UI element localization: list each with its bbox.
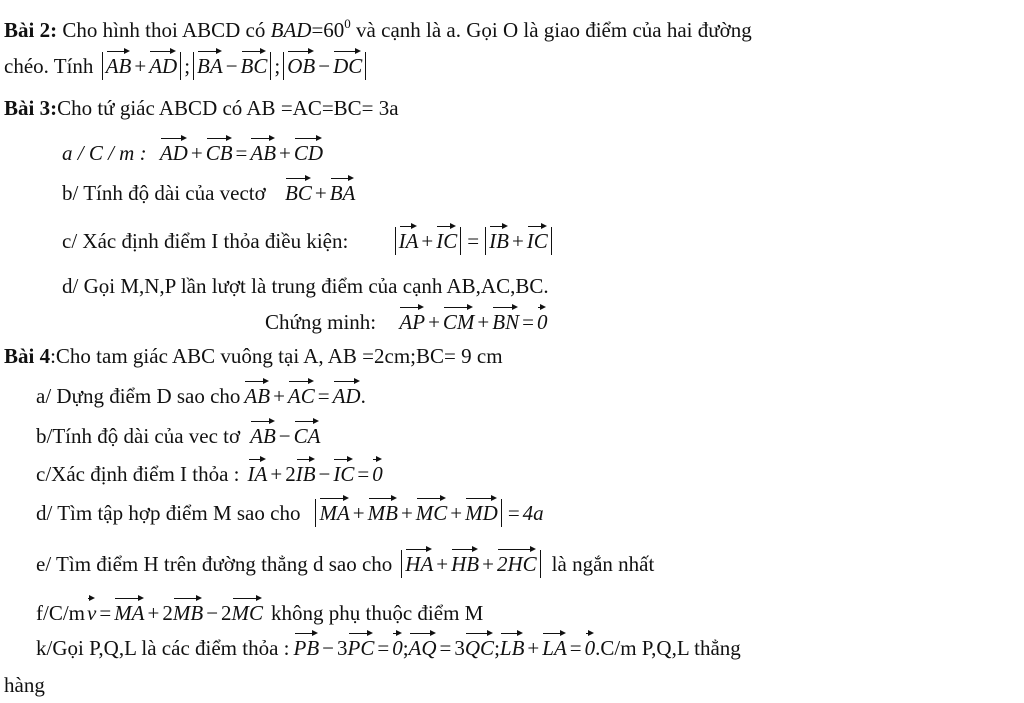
bai3-b: b/ Tính độ dài của vectơ BC + BA: [62, 174, 355, 206]
vector-ia: IA: [248, 455, 268, 487]
abs-bar: [102, 52, 103, 80]
text: b/Tính độ dài của vec tơ: [36, 424, 241, 448]
bai4-k: k/Gọi P,Q,L là các điểm thỏa : PB − 3PC = 0;AQ = 3QC;LB + LA = 0.C/m P,Q,L thẳng: [36, 629, 741, 661]
text: k/Gọi P,Q,L là các điểm thỏa :: [36, 636, 290, 660]
vector-ic: IC: [436, 222, 457, 254]
vector-ad: AD: [149, 47, 177, 79]
abs-bar: [485, 227, 486, 255]
vector-ab: AB: [106, 47, 132, 79]
text: d/ Tìm tập hợp điểm M sao cho: [36, 501, 301, 525]
text: Cho tứ giác ABCD có AB =AC=BC= 3a: [57, 96, 399, 120]
vector-ib: IB: [296, 455, 316, 487]
coef: 2: [285, 462, 296, 486]
vector-pc: PC: [348, 629, 375, 661]
abs-bar: [180, 52, 181, 80]
bai3-a: a / C / m : AD + CB = AB + CD: [62, 134, 323, 166]
abs-bar: [365, 52, 366, 80]
bai4-label: Bài 4: [4, 344, 51, 368]
vector-ha: HA: [405, 545, 433, 577]
bai3-line: [4, 95, 399, 121]
vector-cd: CD: [294, 134, 323, 166]
vector-lb: LB: [500, 629, 525, 661]
bai3-d-proof: Chứng minh: AP + CM + BN = 0: [265, 303, 547, 335]
abs-bar: [551, 227, 552, 255]
abs-bar: [460, 227, 461, 255]
value-4a: 4a: [522, 501, 544, 525]
vector-mb: MB: [173, 594, 203, 626]
separator: ;: [402, 636, 409, 660]
text: c/ Xác định điểm I thỏa điều kiện:: [62, 229, 349, 253]
vector-ib: IB: [489, 222, 509, 254]
text: chéo. Tính: [4, 54, 99, 78]
abs-bar: [315, 499, 316, 527]
abs-bar: [501, 499, 502, 527]
vector-ad: AD: [333, 377, 361, 409]
text: hàng: [4, 673, 45, 697]
coef: 2: [221, 601, 232, 625]
abs-bar: [401, 550, 402, 578]
text: Chứng minh:: [265, 310, 377, 334]
bai4-b: b/Tính độ dài của vec tơ AB − CA: [36, 417, 320, 449]
bai3-label: Bài 3:: [4, 96, 58, 120]
angle-value: =60: [311, 18, 345, 42]
vector-pb: PB: [294, 629, 320, 661]
vector-zero: 0: [372, 455, 383, 487]
text: a/ Dựng điểm D sao cho: [36, 384, 241, 408]
abs-bar: [193, 52, 194, 80]
text: f/C/m: [36, 601, 86, 625]
vector-zero: 0: [392, 629, 403, 661]
vector-ob: OB: [287, 47, 315, 79]
coef: 2: [162, 601, 173, 625]
degree-sup: 0: [344, 16, 351, 31]
vector-zero: 0: [585, 629, 596, 661]
vector-aq: AQ: [409, 629, 437, 661]
vector-ba: BA: [330, 174, 356, 206]
vector-ic: IC: [527, 222, 548, 254]
vector-md: MD: [465, 494, 498, 526]
separator: ;: [184, 54, 191, 78]
text: Cho hình thoi ABCD có: [57, 18, 271, 42]
vector-ab: AB: [250, 417, 276, 449]
separator: ;: [274, 54, 281, 78]
vector-bc: BC: [241, 47, 268, 79]
bai2-line1: [4, 11, 752, 43]
bai3-d: [62, 273, 549, 299]
vector-zero: 0: [537, 303, 548, 335]
text: a / C / m :: [62, 141, 147, 165]
abs-bar: [283, 52, 284, 80]
vector-hb: HB: [451, 545, 479, 577]
text: e/ Tìm điểm H trên đường thẳng d sao cho: [36, 552, 393, 576]
abs-bar: [270, 52, 271, 80]
text: .C/m P,Q,L thẳng: [595, 636, 741, 660]
vector-ba: BA: [197, 47, 223, 79]
vector-dc: DC: [333, 47, 362, 79]
vector-ab: AB: [244, 377, 270, 409]
vector-ic: IC: [333, 455, 354, 487]
period: .: [360, 384, 366, 408]
vector-mc: MC: [232, 594, 264, 626]
text: không phụ thuộc điểm M: [271, 601, 484, 625]
vector-ad: AD: [160, 134, 188, 166]
vector-bc: BC: [285, 174, 312, 206]
bai2-line2: chéo. Tính AB + AD ; BA − BC ; OB − DC: [4, 47, 369, 80]
coef: 3: [337, 636, 348, 660]
vector-mc: MC: [416, 494, 448, 526]
bai4-line: [4, 343, 503, 369]
angle-bad: BAD: [270, 18, 312, 42]
vector-ap: AP: [399, 303, 425, 335]
vector-ma: MA: [319, 494, 349, 526]
abs-bar: [395, 227, 396, 255]
vector-ab: AB: [250, 134, 276, 166]
vector-la: LA: [542, 629, 567, 661]
vector-bn: BN: [492, 303, 519, 335]
vector-v: v: [87, 594, 96, 626]
text: và cạnh là a. Gọi O là giao điểm của hai đường: [350, 18, 752, 42]
text: b/ Tính độ dài của vectơ: [62, 181, 266, 205]
bai4-d: d/ Tìm tập hợp điểm M sao cho MA + MB + MC + MD = 4a: [36, 494, 544, 527]
text: d/ Gọi M,N,P lần lượt là trung điểm của cạnh AB,AC,BC.: [62, 274, 549, 298]
bai4-a: a/ Dựng điểm D sao cho AB + AC = AD.: [36, 377, 366, 409]
bai2-label: Bài 2:: [4, 18, 58, 42]
vector-cb: CB: [206, 134, 233, 166]
bai4-k-cont: [4, 672, 45, 698]
text: c/Xác định điểm I thỏa :: [36, 462, 240, 486]
vector-2hc: 2HC: [497, 545, 537, 577]
vector-cm: CM: [443, 303, 475, 335]
vector-ia: IA: [399, 222, 419, 254]
bai4-e: e/ Tìm điểm H trên đường thẳng d sao cho HA + HB + 2HC là ngắn nhất: [36, 545, 654, 578]
vector-ma: MA: [114, 594, 144, 626]
bai4-f: f/C/mv = MA + 2MB − 2MC không phụ thuộc điểm M: [36, 594, 483, 626]
vector-mb: MB: [368, 494, 398, 526]
text: :Cho tam giác ABC vuông tại A, AB =2cm;BC= 9 cm: [50, 344, 503, 368]
vector-ac: AC: [288, 377, 315, 409]
bai4-c: c/Xác định điểm I thỏa : IA + 2IB − IC = 0: [36, 455, 383, 487]
bai3-c: c/ Xác định điểm I thỏa điều kiện: IA + IC = IB + IC: [62, 222, 555, 255]
text: là ngắn nhất: [551, 552, 655, 576]
separator: ;: [494, 636, 500, 660]
abs-bar: [540, 550, 541, 578]
vector-qc: QC: [465, 629, 494, 661]
vector-ca: CA: [294, 417, 321, 449]
coef: 3: [454, 636, 465, 660]
